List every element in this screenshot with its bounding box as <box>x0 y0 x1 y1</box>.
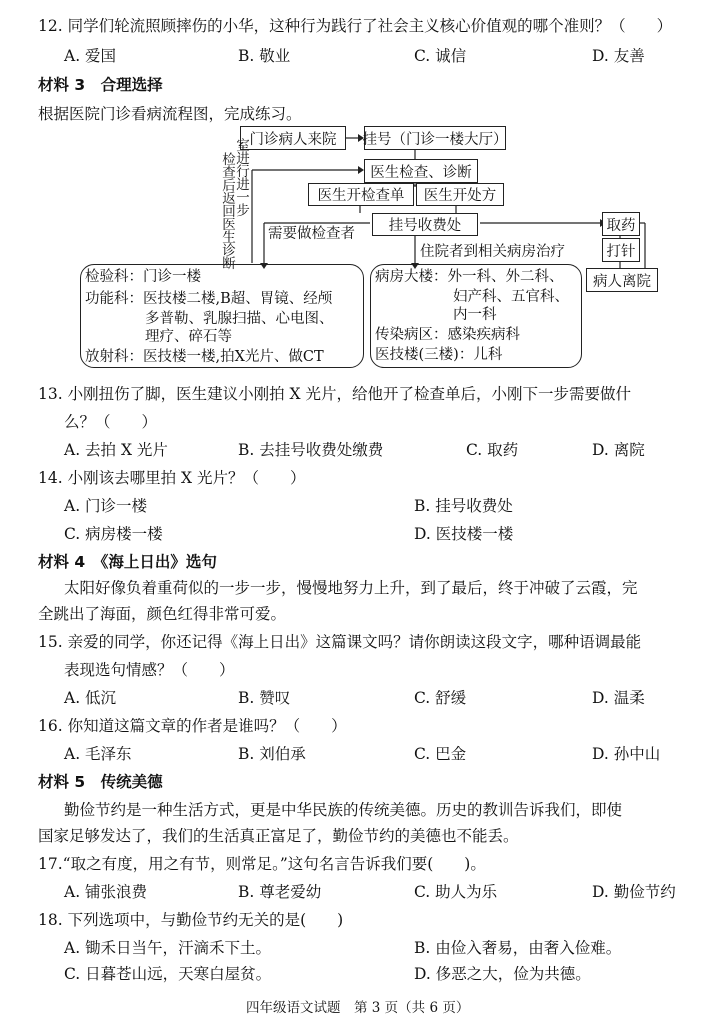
dept-right-key: 病房大楼： <box>375 269 448 285</box>
q17-option-d[interactable]: D. 勤俭节约 <box>592 883 676 901</box>
question-17: 17.“取之有度，用之有节，则常足。”这句名言告诉我们要( )。 <box>38 855 486 873</box>
dept-left-key: 检验科： <box>85 269 143 285</box>
q18-option-b[interactable]: B. 由俭入奢易，由奢入俭难。 <box>414 939 622 957</box>
material-4-passage-line2: 全跳出了海面，颜色红得非常可爱。 <box>38 605 287 623</box>
q13-option-d[interactable]: D. 离院 <box>592 441 645 459</box>
q18-option-a[interactable]: A. 锄禾日当午，汗滴禾下土。 <box>64 939 272 957</box>
material-3-heading: 材料 3 合理选择 <box>38 76 163 94</box>
flow-leave-box: 病人离院 <box>586 268 658 292</box>
q14-option-c[interactable]: C. 病房楼一楼 <box>64 525 163 543</box>
q14-option-a[interactable]: A. 门诊一楼 <box>64 497 148 515</box>
question-12: 12. 同学们轮流照顾摔伤的小华，这种行为践行了社会主义核心价值观的哪个准则？（ ） <box>38 17 673 35</box>
dept-right-box <box>370 264 582 368</box>
dept-left-key: 放射科： <box>85 349 143 365</box>
q12-option-c[interactable]: C. 诚信 <box>414 47 467 65</box>
page-footer: 四年级语文试题 第 3 页（共 6 页） <box>246 1000 470 1016</box>
q16-option-a[interactable]: A. 毛泽东 <box>64 745 132 763</box>
question-15-line1: 15. 亲爱的同学，你还记得《海上日出》这篇课文吗？请你朗读这段文字，哪种语调最能 <box>38 633 642 651</box>
dept-right-val: 妇产科、五官科、 <box>453 289 569 305</box>
q17-option-b[interactable]: B. 尊老爱幼 <box>238 883 322 901</box>
material-4-heading: 材料 4 《海上日出》选句 <box>38 553 217 571</box>
question-15-line2: 表现选句情感？（ ） <box>64 661 235 679</box>
flow-inpatient-label: 住院者到相关病房治疗 <box>420 244 565 260</box>
material-5-heading: 材料 5 传统美德 <box>38 773 163 791</box>
flow-injection-box: 打针 <box>602 238 640 262</box>
flow-pickup-box: 取药 <box>602 212 640 236</box>
q14-option-b[interactable]: B. 挂号收费处 <box>414 497 513 515</box>
question-14: 14. 小刚该去哪里拍 X 光片？（ ） <box>38 469 306 487</box>
material-4-passage-line1: 太阳好像负着重荷似的一步一步，慢慢地努力上升，到了最后，终于冲破了云霞，完 <box>64 579 638 597</box>
flow-prescription-box: 医生开处方 <box>416 183 504 206</box>
flow-need-check-label: 需要做检查者 <box>268 226 355 242</box>
flow-register-box: 挂号（门诊一楼大厅） <box>364 126 506 150</box>
dept-right-key: 传染病区： <box>375 327 448 343</box>
dept-right-val: 儿科 <box>473 347 503 363</box>
flow-payment-box: 挂号收费处 <box>372 213 478 236</box>
q12-option-b[interactable]: B. 敬业 <box>238 47 291 65</box>
q13-option-b[interactable]: B. 去挂号收费处缴费 <box>238 441 384 459</box>
dept-left-val: 多普勒、乳腺扫描、心电图、 <box>145 311 334 327</box>
question-13-line2: 么？（ ） <box>64 413 158 431</box>
material-5-passage-line1: 勤俭节约是一种生活方式，更是中华民族的传统美德。历史的教训告诉我们，即使 <box>64 801 623 819</box>
flow-check-order-box: 医生开检查单 <box>308 183 414 206</box>
q15-option-a[interactable]: A. 低沉 <box>64 689 117 707</box>
q13-option-c[interactable]: C. 取药 <box>466 441 519 459</box>
dept-left-box <box>80 264 364 368</box>
q16-option-d[interactable]: D. 孙中山 <box>592 745 661 763</box>
q12-option-a[interactable]: A. 爱国 <box>64 47 117 65</box>
dept-left-key: 功能科： <box>85 291 143 307</box>
q17-option-c[interactable]: C. 助人为乐 <box>414 883 498 901</box>
material-3-intro: 根据医院门诊看病流程图，完成练习。 <box>38 105 302 123</box>
flow-start-box: 门诊病人来院 <box>240 126 346 150</box>
question-13-line1: 13. 小刚扭伤了脚，医生建议小刚拍 X 光片，给他开了检查单后，小刚下一步需要做什 <box>38 385 631 403</box>
dept-right-val: 感染疾病科 <box>447 327 520 343</box>
dept-left-val: 门诊一楼 <box>143 269 201 285</box>
q15-option-d[interactable]: D. 温柔 <box>592 689 645 707</box>
dept-left-val: 医技楼一楼,拍X光片、做CT <box>143 349 324 365</box>
q13-option-a[interactable]: A. 去拍 X 光片 <box>64 441 168 459</box>
q16-option-c[interactable]: C. 巴金 <box>414 745 467 763</box>
q18-option-c[interactable]: C. 日暮苍山远，天寒白屋贫。 <box>64 965 272 983</box>
question-16: 16. 你知道这篇文章的作者是谁吗？（ ） <box>38 717 347 735</box>
flow-doctor-box: 医生检查、诊断 <box>364 159 478 183</box>
material-5-passage-line2: 国家足够发达了，我们的生活真正富足了，勤俭节约的美德也不能丢。 <box>38 827 519 845</box>
question-18: 18. 下列选项中，与勤俭节约无关的是( ) <box>38 911 344 929</box>
q14-option-d[interactable]: D. 医技楼一楼 <box>414 525 514 543</box>
q16-option-b[interactable]: B. 刘伯承 <box>238 745 306 763</box>
q18-option-d[interactable]: D. 侈恶之大，俭为共德。 <box>414 965 591 983</box>
q15-option-c[interactable]: C. 舒缓 <box>414 689 467 707</box>
q12-option-d[interactable]: D. 友善 <box>592 47 645 65</box>
q15-option-b[interactable]: B. 赞叹 <box>238 689 291 707</box>
dept-left-val: 医技楼二楼,B超、胃镜、经颅 <box>143 291 333 307</box>
dept-right-val: 外一科、外二科、 <box>447 269 564 285</box>
q17-option-a[interactable]: A. 铺张浪费 <box>64 883 148 901</box>
dept-right-key: 医技楼(三楼)： <box>375 347 474 363</box>
dept-right-val: 内一科 <box>453 307 497 323</box>
flow-return-note-col2: 室 进 行 进 一 步 <box>236 138 250 219</box>
dept-left-val: 理疗、碎石等 <box>145 329 232 345</box>
flow-return-note-col1: 检 查 后 返 回 医 生 诊 断 <box>222 152 236 272</box>
